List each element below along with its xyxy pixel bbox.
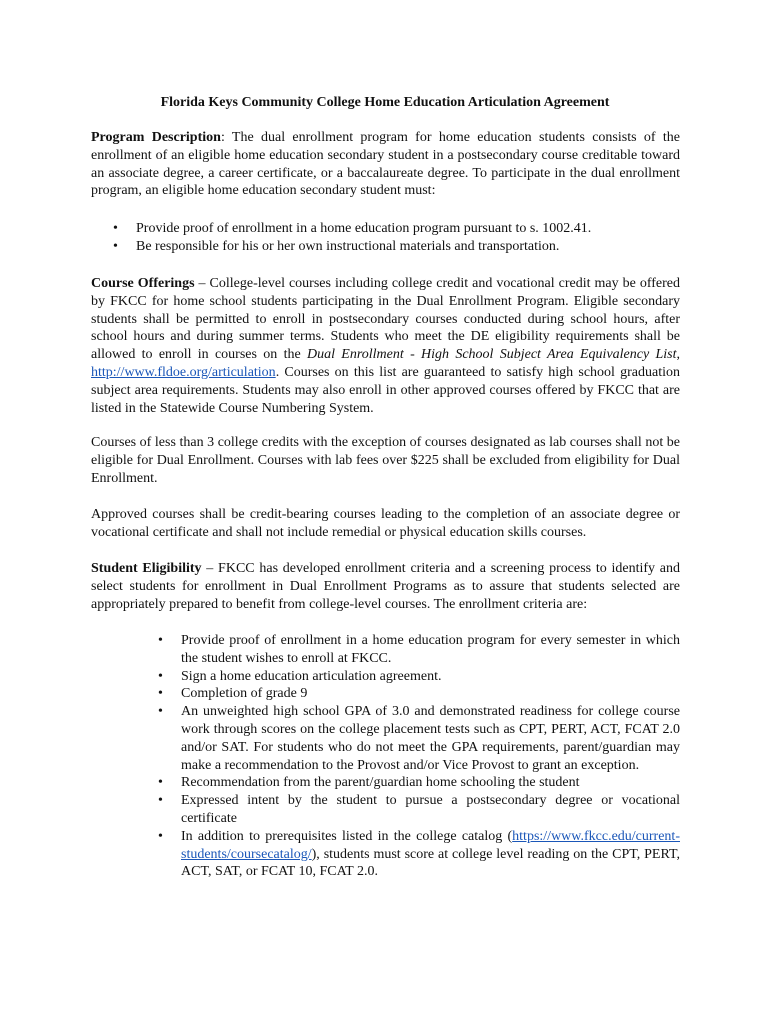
student-eligibility-paragraph: [91, 560, 680, 613]
program-description-label: Program Description: [91, 130, 221, 145]
program-description-text: The dual enrollment program for home education students consists of the enrollment of an eligible home education secondary student in a postsecondary course creditable toward an associate degree, a career certificate, or a baccalaureate degree. To participate in the dual enrollment program, an eligible home education secondary student must:: [91, 130, 680, 199]
list-item: • Sign a home education articulation agreement.: [136, 668, 680, 686]
list-item: • An unweighted high school GPA of 3.0 and demonstrated readiness for college course work through scores on the college placement tests such as CPT, PERT, ACT, FCAT 2.0 and/or SAT. For students who do not meet the GPA requirements, parent/guardian may make a recommendation to the Provost and/or Vice Provost to grant an exception.: [136, 703, 680, 774]
course-catalog-link[interactable]: https://www.fkcc.edu/current-students/coursecatalog/: [181, 828, 680, 862]
list-item: • Completion of grade 9: [136, 685, 680, 703]
student-eligibility-text: – FKCC has developed enrollment criteria and a screening process to identify and select students for enrollment in Dual Enrollment Programs as to assure that students selected are appropriately prepared to benefit from college-level courses. The enrollment criteria are:: [91, 561, 680, 612]
program-requirements-list: [91, 220, 680, 256]
course-offerings-text-3: . Courses on this list are guaranteed to satisfy high school graduation subject area requirements. Students may also enroll in other approved courses offered by FKCC that are listed in the Statewide Course Numbering System.: [91, 364, 680, 416]
list-item: • Provide proof of enrollment in a home education program for every semester in which the student wishes to enroll at FKCC.: [136, 632, 680, 668]
equivalency-list-title: Dual Enrollment - High School Subject Area Equivalency List: [306, 347, 677, 363]
course-offerings-paragraph: [91, 275, 680, 417]
document-title: Florida Keys Community College Home Education Articulation Agreement: [160, 95, 610, 110]
courses-less-paragraph: Courses of less than 3 college credits with the exception of courses designated as lab courses shall not be eligible for Dual Enrollment. Courses with lab fees over $225 shall be excluded from eligibility for Dual Enrollment.: [91, 435, 680, 486]
catalog-text-2: ), students must score at college level reading on the CPT, PERT, ACT, SAT, or FCAT 10, FCAT 2.0.: [181, 846, 680, 880]
program-description-sep: :: [220, 130, 225, 145]
enrollment-criteria-list: [136, 632, 680, 881]
fldoe-articulation-link[interactable]: http://www.fldoe.org/articulation: [91, 364, 276, 380]
course-offerings-text-1: – College-level courses including college credit and vocational credit may be offered by FKCC for home school students participating in the Dual Enrollment Program. Eligible secondary students shall be permitted to enroll in postsecondary courses conducted during school hours, after school hours and during summer terms. Students who meet the DE eligibility requirements shall be allowed to enroll in courses on the: [91, 276, 680, 363]
list-item: • Be responsible for his or her own instructional materials and transportation.: [91, 238, 680, 256]
course-offerings-label: Course Offerings: [91, 276, 195, 291]
list-item: • Provide proof of enrollment in a home education program pursuant to s. 1002.41.: [91, 220, 680, 238]
list-item: • Recommendation from the parent/guardian home schooling the student: [136, 774, 680, 792]
catalog-text-1: In addition to prerequisites listed in the college catalog (: [181, 828, 513, 844]
list-item: • Expressed intent by the student to pursue a postsecondary degree or vocational certificate: [136, 792, 680, 828]
student-eligibility-label: Student Eligibility: [91, 561, 202, 576]
course-offerings-text-2: ,: [676, 347, 681, 363]
list-item: [136, 828, 680, 881]
program-description-paragraph: [91, 129, 680, 200]
approved-courses-paragraph: Approved courses shall be credit-bearing courses leading to the completion of an associate degree or vocational certificate and shall not include remedial or physical education skills courses.: [91, 507, 680, 540]
